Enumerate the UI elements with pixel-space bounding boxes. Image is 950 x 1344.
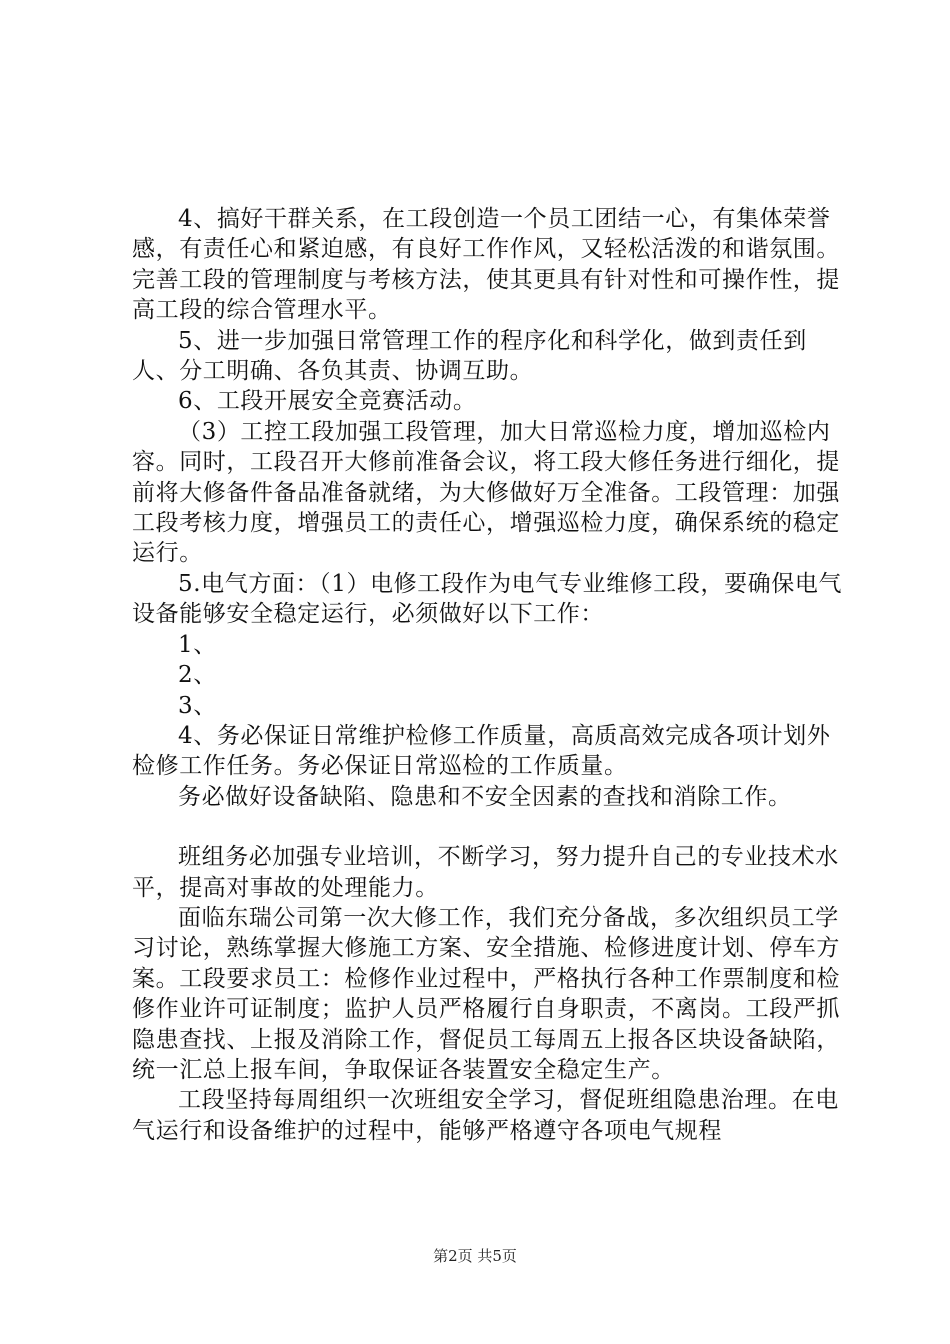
paragraph-list-1: 1、 <box>178 631 217 658</box>
paragraph-training: 班组务必加强专业培训，不断学习，努力提升自己的专业技术水平，提高对事故的处理能力。 <box>132 844 839 901</box>
paragraph-gap <box>132 812 852 842</box>
body-text <box>132 204 852 1146</box>
paragraph-list-2: 2、 <box>178 662 217 689</box>
paragraph-electrical: 5.电气方面：（1）电修工段作为电气专业维修工段，要确保电气设备能够安全稳定运行，必须做好以下工作： <box>132 570 843 628</box>
page-number-label: 第2页 共5页 <box>433 1247 517 1265</box>
paragraph-weekly-study: 工段坚持每周组织一次班组安全学习，督促班组隐患治理。在电气运行和设备维护的过程中，能够严格遵守各项电气规程 <box>132 1087 839 1144</box>
paragraph-item-4: 4、搞好干群关系，在工段创造一个员工团结一心，有集体荣誉感，有责任心和紧迫感，有良好工作作风，又轻松活泼的和谐氛围。完善工段的管理制度与考核方法，使其更具有针对性和可操作性，提高工段的综合管理水平。 <box>132 206 840 324</box>
paragraph-overhaul: 面临东瑞公司第一次大修工作，我们充分备战，多次组织员工学习讨论，熟练掌握大修施工方案、安全措施、检修进度计划、停车方案。工段要求员工：检修作业过程中，严格执行各种工作票制度和检修作业许可证制度；监护人员严格履行自身职责，不离岗。工段严抓隐患查找、上报及消除工作，督促员工每周五上报各区块设备缺陷，统一汇总上报车间，争取保证各装置安全稳定生产。 <box>132 904 840 1083</box>
paragraph-item-5: 5、进一步加强日常管理工作的程序化和科学化，做到责任到人、分工明确、各负其责、协调互助。 <box>132 327 807 385</box>
paragraph-list-4: 4、务必保证日常维护检修工作质量，高质高效完成各项计划外检修工作任务。务必保证日常巡检的工作质量。 <box>132 722 831 780</box>
page-footer <box>0 1246 950 1266</box>
paragraph-list-3: 3、 <box>178 692 217 719</box>
paragraph-item-6: 6、工段开展安全竞赛活动。 <box>178 388 477 415</box>
paragraph-gongkong: （3）工控工段加强工段管理，加大日常巡检力度，增加巡检内容。同时，工段召开大修前准备会议，将工段大修任务进行细化，提前将大修备件备品准备就绪，为大修做好万全准备。工段管理：加强工段考核力度，增强员工的责任心，增强巡检力度，确保系统的稳定运行。 <box>132 418 840 567</box>
paragraph-defects: 务必做好设备缺陷、隐患和不安全因素的查找和消除工作。 <box>178 783 792 810</box>
